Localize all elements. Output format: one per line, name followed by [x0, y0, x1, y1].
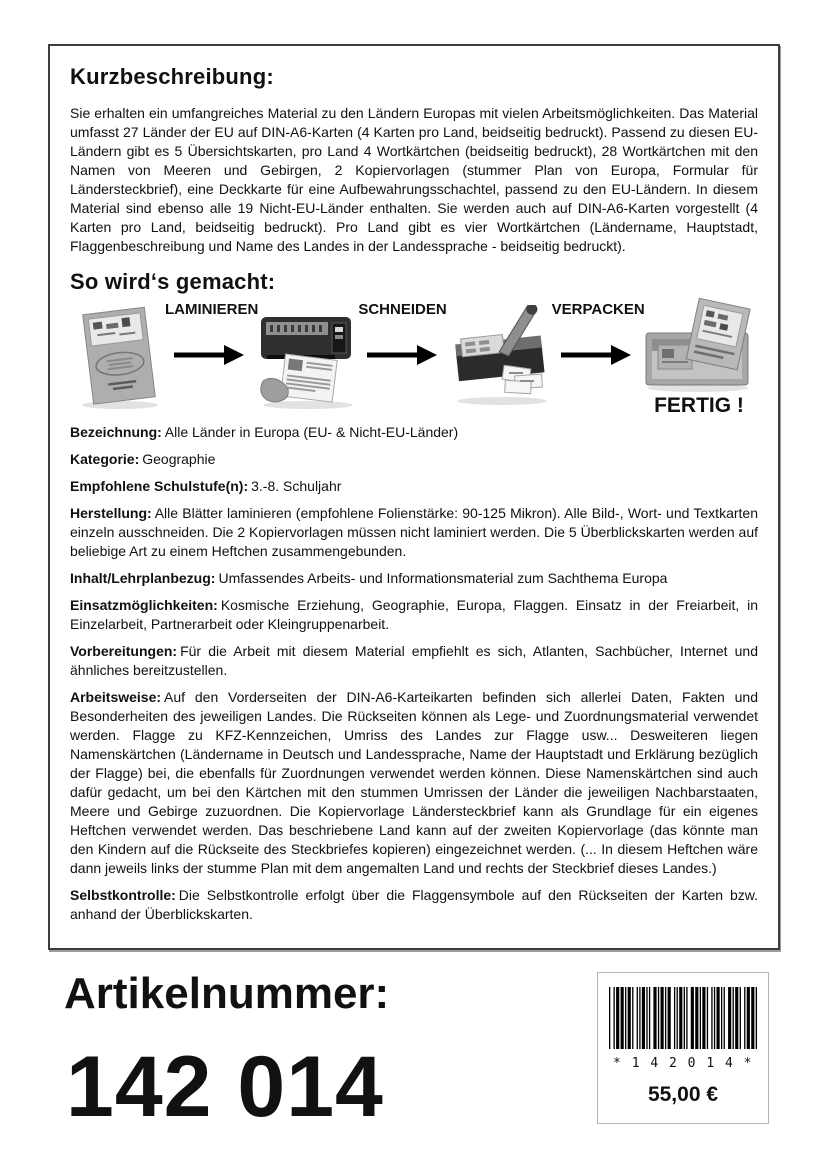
so-wirds-gemacht-heading: So wird‘s gemacht: [70, 269, 276, 294]
artikelnummer-label: Artikelnummer: [64, 969, 390, 1018]
section-text: Geographie [142, 451, 216, 467]
arrow-right-icon [561, 345, 631, 365]
barcode-digits: * 1 4 2 0 1 4 * [613, 1056, 753, 1071]
section-einsatzmoeglichkeiten [70, 596, 758, 634]
section-arbeitsweise [70, 688, 758, 878]
section-label: Vorbereitungen: [70, 643, 178, 659]
laminiergeraet-photo [253, 301, 358, 413]
price-value: 55,00 € [647, 1083, 719, 1106]
section-text: Umfassendes Arbeits- und Informationsmaterial zum Sachthema Europa [218, 570, 668, 586]
section-label: Empfohlene Schulstufe(n): [70, 478, 249, 494]
section-label: Inhalt/Lehrplanbezug: [70, 570, 216, 586]
kurzbeschreibung-heading: Kurzbeschreibung: [70, 64, 274, 89]
schneidemaschine-photo [447, 305, 552, 409]
section-text: 3.-8. Schuljahr [251, 478, 342, 494]
fertig-label: FERTIG ! [654, 393, 744, 417]
section-label: Einsatzmöglichkeiten: [70, 597, 218, 613]
process-result [640, 297, 758, 418]
section-bezeichnung [70, 423, 758, 442]
section-text: Alle Länder in Europa (EU- & Nicht-EU-Länder) [164, 424, 459, 440]
section-text: Die Selbstkontrolle erfolgt über die Flaggensymbole auf den Rückseiten der Karten bzw. anhand der Überblickskarten. [70, 887, 758, 922]
schneiden-label: SCHNEIDEN [358, 301, 447, 318]
section-herstellung [70, 504, 758, 561]
description-box [48, 44, 780, 950]
barcode-icon [609, 987, 757, 1049]
section-vorbereitungen [70, 642, 758, 680]
section-text: Für die Arbeit mit diesem Material empfiehlt es sich, Atlanten, Sachbücher, Internet und ähnliches bereitzustellen. [70, 643, 758, 678]
section-inhalt-lehrplanbezug [70, 569, 758, 588]
section-text: Auf den Vorderseiten der DIN-A6-Karteikarten befinden sich allerlei Daten, Fakten und Besonderheiten des jeweiligen Landes. Die Rückseiten können als Lege- und Zuordnungsmaterial verwendet werden. Flagge zu KFZ-Kennzeichen, Umriss des Landes zur Flagge usw... Desweiteren liegen Namenskärtchen (Ländername in Deutsch und Landessprache, Name der Hauptstadt und Erklärung bezüglich der Flagge) bei, die ebenfalls für Zuordnungen verwendet werden können. Diese Namenskärtchen sind auch dafür gedacht, um bei den Kärtchen mit den stummen Umrissen der Länder die jeweiligen Nachbarstaaten, Meere und Gebirge zuzuordnen. Die Kopiervorlage Ländersteckbrief kann als Grundlage für ein eigenes Heftchen verwendet werden. Das beschriebene Land kann auf der zweiten Kopiervorlage (das könnte man den Kindern auf die Rückseite des Steckbriefes kopieren) eingezeichnet werden. (... In diesem Heftchen wäre dann jeweils links der stumme Plan mit dem angemalten Land und rechts der Steckbrief dieses Landes.) [70, 689, 758, 876]
section-text: Alle Blätter laminieren (empfohlene Folienstärke: 90-125 Mikron). Alle Bild-, Wort- und Textkarten einzeln ausschneiden. Die 2 Kopiervorlagen müssen nicht laminiert werden. Die 5 Überblickskarten werden auf beliebige Art zu einem Heftchen zusammengebunden. [70, 505, 758, 559]
aufbewahrungsbox-photo [640, 297, 758, 393]
arrow-right-icon [367, 345, 437, 365]
section-label: Arbeitsweise: [70, 689, 162, 705]
section-text: Kosmische Erziehung, Geographie, Europa, Flaggen. Einsatz in der Freiarbeit, in Einzelarbeit, Partnerarbeit oder Kleingruppenarbeit. [70, 597, 758, 632]
arrow-right-icon [174, 345, 244, 365]
section-label: Kategorie: [70, 451, 140, 467]
process-step-verpacken [551, 295, 645, 419]
section-selbstkontrolle [70, 886, 758, 924]
laminieren-label: LAMINIEREN [165, 301, 259, 318]
process-step-laminieren [165, 295, 259, 419]
verpacken-label: VERPACKEN [551, 301, 645, 318]
process-flow [70, 295, 758, 419]
kurzbeschreibung-text: Sie erhalten ein umfangreiches Material zu den Ländern Europas mit vielen Arbeitsmöglichkeiten. Das Material umfasst 27 Länder der EU auf DIN-A6-Karten (4 Karten pro Land, beidseitig bedruckt). Passend zu diesen EU-Ländern gibt es 5 Übersichtskarten, pro Land 4 Wortkärtchen (beidseitig bedruckt), 28 Wortkärtchen mit den Namen von Meeren und Gebirgen, 2 Kopiervorlagen (stummer Plan von Europa, Formular für Ländersteckbrief), eine Deckkarte für eine Aufbewahrungsschachtel, passend zu den EU-Ländern. In diesem Material sind ebenso alle 19 Nicht-EU-Länder enthalten. Sie werden auch auf DIN-A6-Karten vorgestellt (4 Karten pro Land, beidseitig bedruckt). Pro Land gibt es vier Wortkärtchen (Ländername, Hauptstadt, Flaggenbeschreibung und Name des Landes in der Landessprache - beidseitig bedruckt). [70, 105, 758, 254]
material-mappe-photo [70, 301, 165, 413]
section-empfohlene-schulstufen [70, 477, 758, 496]
price-tag [597, 972, 769, 1124]
process-step-schneiden [358, 295, 446, 419]
section-label: Bezeichnung: [70, 424, 162, 440]
artikelnummer-value: 142 014 [66, 1039, 384, 1135]
section-kategorie [70, 450, 758, 469]
section-label: Selbstkontrolle: [70, 887, 176, 903]
section-label: Herstellung: [70, 505, 152, 521]
